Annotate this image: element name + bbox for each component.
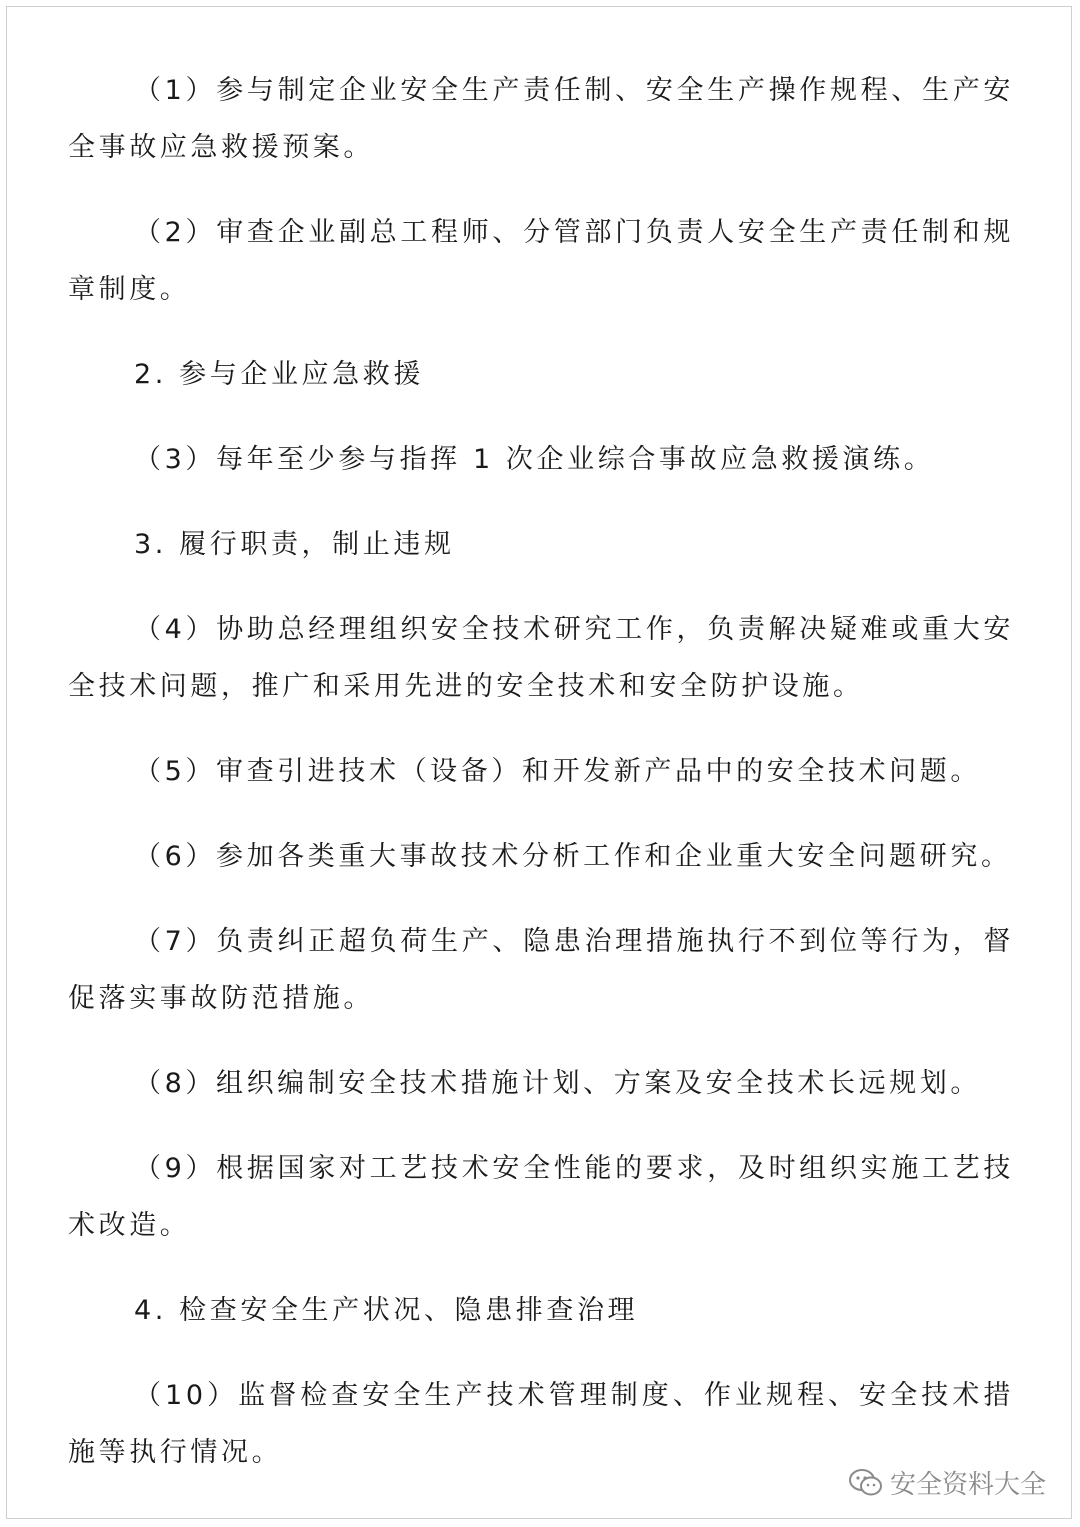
- section-heading-4: 4. 检查安全生产状况、隐患排查治理: [134, 1295, 639, 1326]
- section-heading-2: 2. 参与企业应急救援: [134, 359, 424, 390]
- paragraph-item-7: （7）负责纠正超负荷生产、隐患治理措施执行不到位等行为，督促落实事故防范措施。: [68, 926, 1014, 1014]
- paragraph-item-10: （10）监督检查安全生产技术管理制度、作业规程、安全技术措施等执行情况。: [68, 1380, 1014, 1468]
- paragraph-item-9: （9）根据国家对工艺技术安全性能的要求，及时组织实施工艺技术改造。: [68, 1153, 1014, 1241]
- wechat-icon: [848, 1468, 884, 1498]
- paragraph-item-8: （8）组织编制安全技术措施计划、方案及安全技术长远规划。: [134, 1068, 981, 1099]
- section-heading-3: 3. 履行职责，制止违规: [134, 529, 455, 560]
- paragraph-item-6: （6）参加各类重大事故技术分析工作和企业重大安全问题研究。: [134, 841, 1012, 872]
- paragraph-item-4: （4）协助总经理组织安全技术研究工作，负责解决疑难或重大安全技术问题，推广和采用先进的安全技术和安全防护设施。: [68, 614, 1014, 702]
- watermark: [848, 1464, 1046, 1501]
- paragraph-item-1: （1）参与制定企业安全生产责任制、安全生产操作规程、生产安全事故应急救援预案。: [68, 75, 1014, 163]
- document-body: [68, 62, 1014, 1481]
- paragraph-item-2: （2）审查企业副总工程师、分管部门负责人安全生产责任制和规章制度。: [68, 217, 1014, 305]
- paragraph-item-3: （3）每年至少参与指挥 1 次企业综合事故应急救援演练。: [134, 444, 935, 475]
- watermark-label: 安全资料大全: [889, 1470, 1046, 1500]
- paragraph-item-5: （5）审查引进技术（设备）和开发新产品中的安全技术问题。: [134, 756, 981, 787]
